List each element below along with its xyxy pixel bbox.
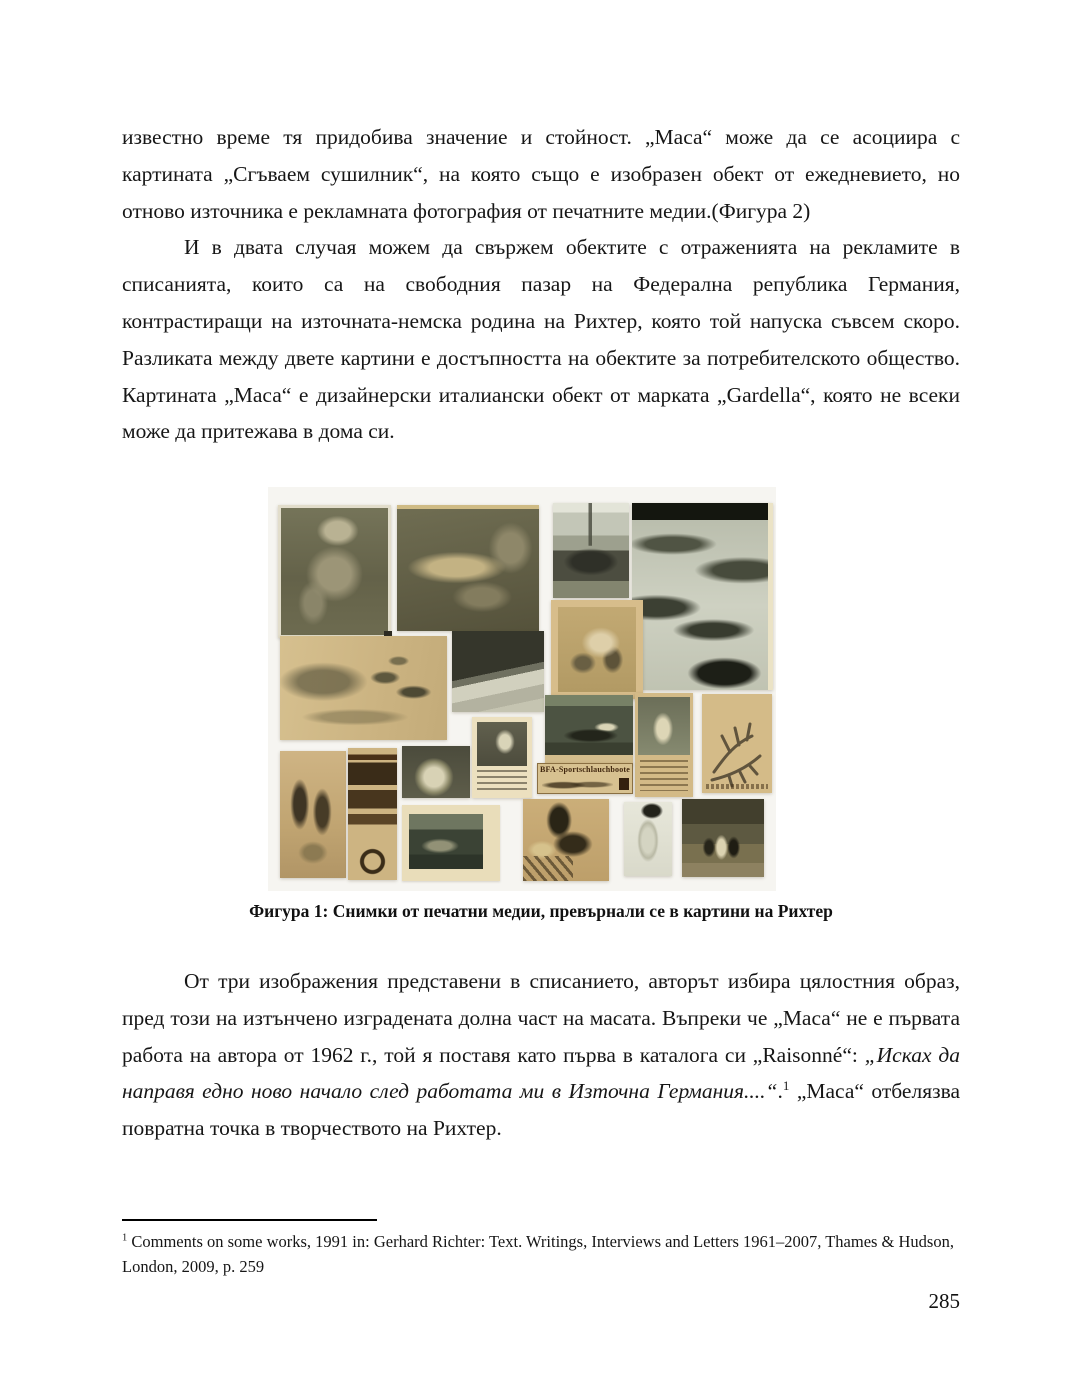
antlers-drawing — [702, 694, 772, 793]
clipping-antlers — [702, 694, 772, 793]
paragraph-3-period: . — [777, 1079, 783, 1104]
footnote-reference: 1 — [782, 1078, 790, 1094]
figure-collage — [268, 487, 776, 891]
footnote-text: Comments on some works, 1991 in: Gerhard Richter: Text. Writings, Interviews and Letters 1961–2007, Thames & Hudson, London, 2009, p. 259 — [122, 1232, 954, 1276]
clipping-two-women — [280, 751, 346, 878]
clipping-text-lines — [640, 760, 689, 791]
clipping-photo-inset — [477, 722, 527, 766]
boat-ad-logo — [619, 778, 629, 790]
clipping-bomber-planes — [280, 636, 447, 740]
clipping-boat-ad — [537, 763, 633, 794]
clipping-crowd-on-wall — [452, 631, 544, 712]
clipping-face-closeup — [402, 746, 470, 798]
page-number: 285 — [928, 1289, 960, 1313]
clipping-harbor-ship — [553, 503, 629, 598]
clipping-sofa-scene — [523, 799, 609, 881]
boat-ad-illustration — [542, 778, 613, 790]
footnote-marker: 1 — [122, 1232, 128, 1244]
boat-ad-headline: BFA-Sportschlauchboote — [540, 765, 631, 774]
clipping-blanket-pattern — [523, 856, 573, 881]
clipping-lake-view — [402, 805, 500, 881]
clipping-framed-photo — [551, 600, 643, 699]
clipping-photo-inset — [409, 814, 483, 869]
figure-caption: Фигура 1: Снимки от печатни медии, превърнали се в картини на Рихтер — [249, 901, 833, 921]
clipping-group-people — [682, 799, 764, 877]
footnote — [122, 1230, 960, 1279]
clipping-garden-woman — [635, 693, 693, 797]
paragraph-2: И в двата случая можем да свържем обектите с отраженията на рекламите в списанията, които са на свободния пазар на Федерална република Германия, контрастиращи на източната-немска родина на Рихтер, която той напуска съвсем скоро. Разликата между двете картини е достъпността на обектите за потребителското общество. Картината „Маса“ е дизайнерски италиански обект от марката „Gardella“, която не всеки може да притежава в дома си. — [122, 235, 960, 444]
paragraph-3-text: От три изображения представени в списанието, авторът избира цялостния образ, пред този на изтънчено изградената долна част на масата. Въпреки че „Маса“ не е първата работа на автора от 1962 г., той я поставя като първа в каталога си „Raisonné“: — [122, 969, 960, 1067]
clipping-lunar-landscape — [632, 503, 773, 690]
clipping-text-lines — [477, 770, 527, 791]
clipping-caption-line — [706, 784, 768, 789]
paragraph-1: известно време тя придобива значение и стойност. „Маса“ може да се асоциира с картината „Сгъваем сушилник“, на която също е изобразен обект от ежедневието, но отново източника е рекламната фотография от печатните медии.(Фигура 2) — [122, 125, 960, 223]
clipping-ad-column — [348, 748, 397, 880]
clipping-nude-figure — [624, 802, 672, 876]
paragraph-3-text-end: „Маса“ отбелязва повратна точка в творчеството на Рихтер. — [122, 1079, 960, 1141]
body-text-top — [122, 119, 960, 450]
clipping-man-portrait — [278, 505, 391, 638]
paragraph-3-quote: „Исках да направя едно ново начало след работата ми в Източна Германия....“ — [122, 1042, 961, 1104]
paragraph-3 — [122, 963, 960, 1147]
footnote-separator — [122, 1219, 377, 1221]
clipping-chair-ad — [472, 717, 532, 798]
clipping-river-boat — [545, 695, 633, 765]
clipping-photo-inset — [638, 697, 690, 755]
body-text-bottom — [122, 963, 960, 1147]
clipping-reclining-figure — [397, 505, 539, 631]
